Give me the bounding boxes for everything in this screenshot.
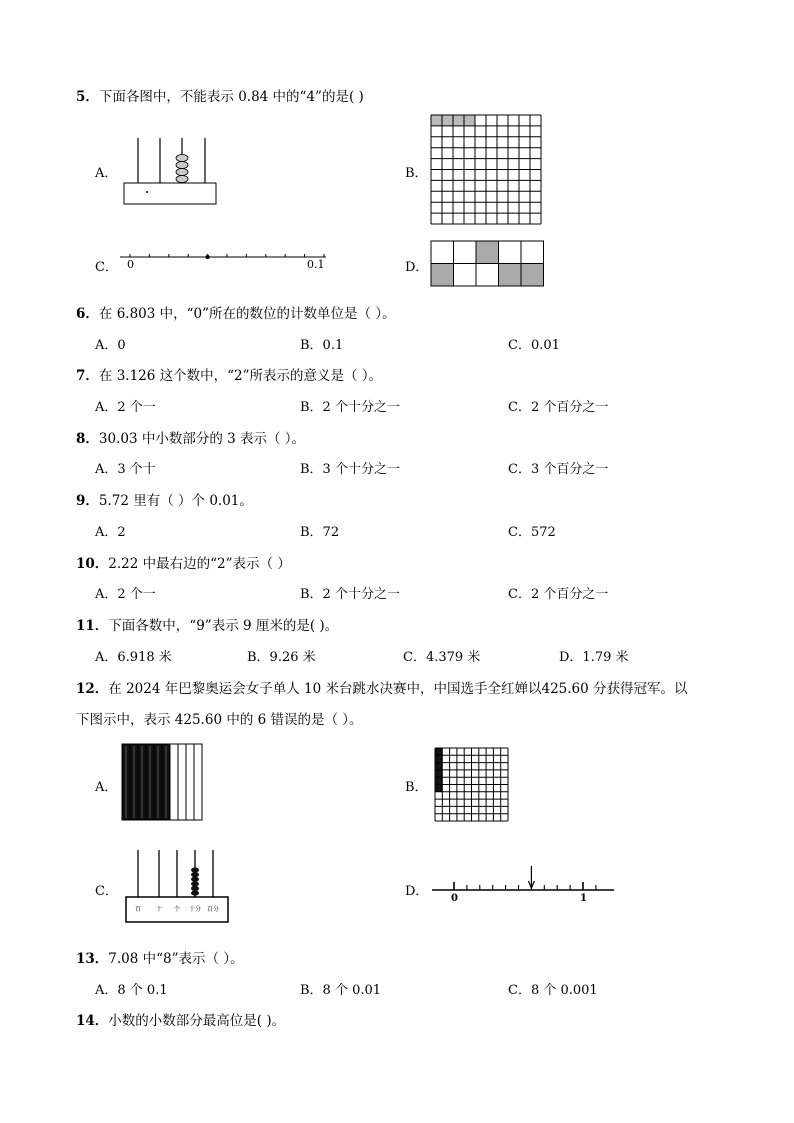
- option-c: C．3 个百分之一: [508, 462, 609, 477]
- blocks-figure: [430, 240, 544, 288]
- question-number: 6．: [76, 306, 99, 322]
- abacus-place-label: 百分: [206, 906, 220, 913]
- option-a: A．2 个一: [95, 400, 156, 415]
- question-text: 30.03 中小数部分的 3 表示（ ）。: [98, 431, 306, 447]
- option-a: A．3 个十: [95, 462, 156, 477]
- option-c: C．0.01: [508, 338, 560, 353]
- option-a-label: A．: [95, 166, 118, 181]
- question-12: [76, 677, 688, 697]
- option-a: A．6.918 米: [95, 650, 172, 665]
- question-text: 5.72 里有（ ）个 0.01。: [98, 493, 253, 509]
- option-b: B．72: [300, 525, 340, 540]
- question-number: 12．: [76, 681, 109, 697]
- question-text: 7.08 中“8”表示（ ）。: [108, 951, 244, 967]
- question-number: 7．: [76, 368, 99, 384]
- option-b: B．9.26 米: [247, 650, 316, 665]
- option-d: D．1.79 米: [559, 650, 629, 665]
- question-number: 5．: [76, 89, 99, 105]
- option-c: C．2 个百分之一: [508, 400, 609, 415]
- tenths-strips-figure: [121, 743, 203, 821]
- option-b: B．2 个十分之一: [300, 400, 400, 415]
- option-c: C．4.379 米: [403, 650, 481, 665]
- question-14: [76, 1009, 285, 1029]
- question-text: 下面各数中，“9”表示 9 厘米的是( )。: [108, 618, 339, 634]
- number-line-figure: [118, 252, 330, 264]
- option-a: A．2: [95, 525, 126, 540]
- abacus-place-label: 个: [173, 906, 181, 913]
- question-12-line-2: [76, 708, 363, 728]
- option-d-label: D．: [405, 884, 429, 899]
- number-line-figure-2: [432, 864, 616, 896]
- abacus-place-label: 十分: [188, 906, 202, 913]
- hundred-grid-figure-2: [434, 747, 510, 823]
- option-b: B．3 个十分之一: [300, 462, 400, 477]
- option-a: A．8 个 0.1: [95, 983, 168, 998]
- number-line-2-end-label: 1: [580, 893, 587, 904]
- question-number: 11．: [76, 618, 109, 634]
- question-text: 2.22 中最右边的“2”表示（ ）: [108, 556, 291, 572]
- option-c-label: C．: [95, 884, 118, 899]
- question-9: [76, 489, 253, 509]
- question-number: 13．: [76, 951, 109, 967]
- option-c: C．572: [508, 525, 556, 540]
- question-text: 小数的小数部分最高位是( )。: [108, 1013, 286, 1029]
- number-line-start-label: 0: [127, 258, 134, 271]
- option-c-label: C．: [95, 260, 118, 275]
- question-text: 下面各图中，不能表示 0.84 中的“4”的是( ): [98, 89, 364, 105]
- option-b: B．0.1: [300, 338, 344, 353]
- question-number: 14．: [76, 1013, 109, 1029]
- question-10: [76, 552, 291, 572]
- question-number: 8．: [76, 431, 99, 447]
- option-b: B．8 个 0.01: [300, 983, 382, 998]
- option-a-label: A．: [95, 780, 118, 795]
- option-b-label: B．: [405, 166, 428, 181]
- question-text: 在 6.803 中，“0”所在的数位的计数单位是（ ）。: [98, 306, 396, 322]
- question-text-continued: 下图示中，表示 425.60 中的 6 错误的是（ ）。: [76, 712, 363, 728]
- option-c: C．8 个 0.001: [508, 983, 598, 998]
- option-b: B．2 个十分之一: [300, 587, 400, 602]
- number-line-2-start-label: 0: [451, 893, 458, 904]
- question-number: 9．: [76, 493, 99, 509]
- option-c: C．2 个百分之一: [508, 587, 609, 602]
- abacus-figure-2: [124, 848, 230, 924]
- option-a: A．2 个一: [95, 587, 156, 602]
- abacus-figure: [120, 135, 220, 207]
- question-11: [76, 614, 338, 634]
- question-7: [76, 364, 382, 384]
- question-6: [76, 302, 396, 322]
- abacus-place-label: 十: [155, 906, 163, 913]
- question-number: 10．: [76, 556, 109, 572]
- question-5: [76, 85, 364, 105]
- question-8: [76, 427, 305, 447]
- question-text: 在 2024 年巴黎奥运会女子单人 10 米台跳水决赛中，中国选手全红婵以425.60 分获得冠军。以: [108, 681, 688, 697]
- abacus-place-label: 百: [134, 906, 142, 913]
- number-line-end-label: 0.1: [307, 258, 325, 271]
- option-d-label: D．: [405, 260, 429, 275]
- hundred-grid-figure: [430, 114, 543, 225]
- question-text: 在 3.126 这个数中，“2”所表示的意义是（ ）。: [98, 368, 383, 384]
- option-a: A．0: [95, 338, 126, 353]
- option-b-label: B．: [405, 780, 428, 795]
- question-13: [76, 947, 244, 967]
